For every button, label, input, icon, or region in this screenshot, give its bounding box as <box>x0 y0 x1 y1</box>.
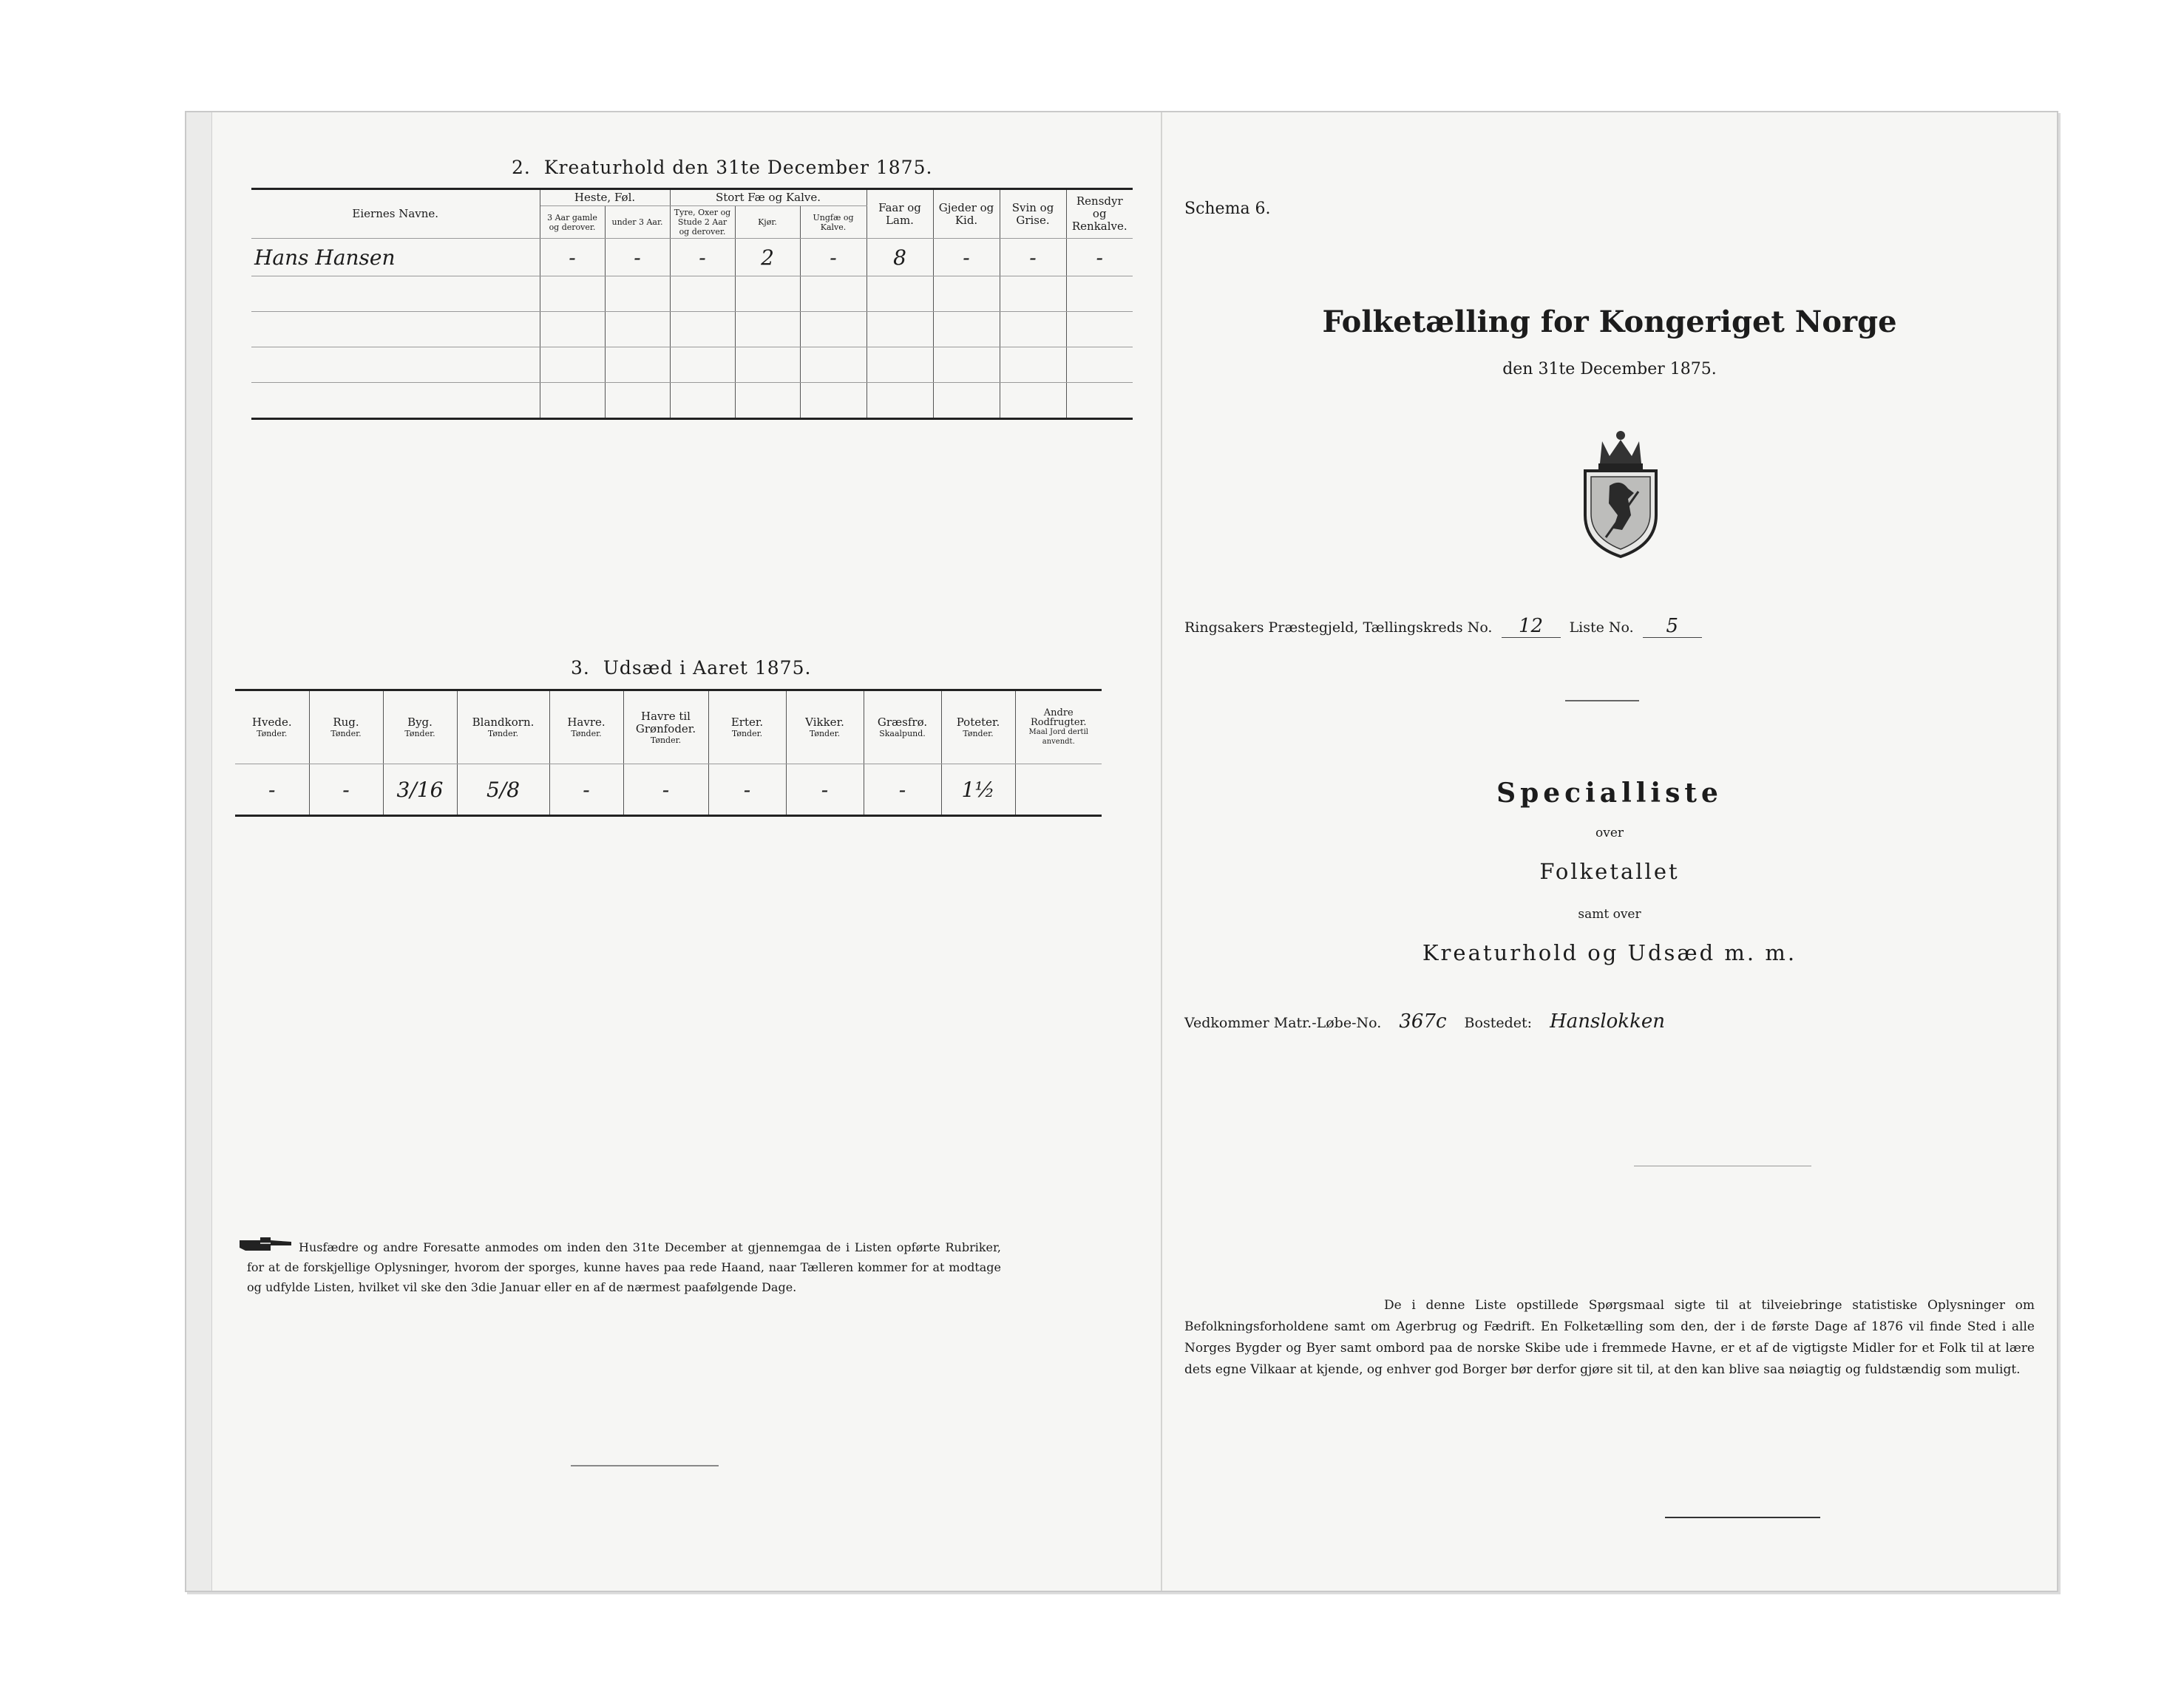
col-horses-b: under 3 Aar. <box>605 206 670 239</box>
table-cell: - <box>786 764 864 816</box>
section3-title <box>571 657 811 679</box>
crop-unit: Tønder. <box>571 729 602 738</box>
crop-unit: Tønder. <box>404 729 435 738</box>
crop-header-graesfro <box>864 690 941 764</box>
crop-unit: Tønder. <box>257 729 288 738</box>
crop-header-blandkorn <box>457 690 549 764</box>
crop-name: Vikker. <box>805 715 844 729</box>
samt-label: samt over <box>1578 907 1641 922</box>
col-cattle: Stort Fæ og Kalve. <box>670 189 867 206</box>
divider <box>1565 700 1639 701</box>
table-cell <box>1015 764 1102 816</box>
page-title: Folketælling for Kongeriget Norge <box>1322 305 1897 339</box>
crop-header-gronfoder <box>623 690 708 764</box>
instruction-notice: Husfædre og andre Foresatte anmodes om inden den 31te December at gjennemgaa de i Listen opførte Rubriker, for at de forskjellige Oplysninger, hvorom der sporges, kunne haves paa rede Haand, naar Tælleren kommer for at modtage og udfylde Listen, hvilket vil ske den 3die Januar eller en af de nærmest paafølgende Dage. <box>247 1240 1001 1294</box>
list-label: Liste No. <box>1569 619 1634 636</box>
crop-unit: Skaalpund. <box>879 729 926 738</box>
crop-name: Havre til Grønfoder. <box>635 709 696 735</box>
info-paragraph: De i denne Liste opstillede Spørgsmaal sigte til at tilveiebringe statistiske Oplysninger om Befolkningsforholdene samt om Agerbrug og Fædrift. En Folketælling som den, der i de første Dage af 1876 vil finde Sted i alle Norges Bygder og Byer samt ombord paa de norske Skibe ude i fremmede Havne, er et af de vigtigste Midler for et Folk til at lære dets egne Vilkaar at kjende, og enhver god Borger bør derfor gjøre sit til, at den kan blive saa nøiagtig og fuldstændig som muligt. <box>1184 1298 2035 1377</box>
table-row <box>251 312 1133 347</box>
table-cell: 1½ <box>941 764 1015 816</box>
col-cattle-a: Tyre, Oxer og Stude 2 Aar og derover. <box>670 206 735 239</box>
crop-header-rug <box>309 690 383 764</box>
over-label: over <box>1595 826 1624 840</box>
crop-header-hvede <box>235 690 309 764</box>
col-reindeer: Rensdyr og Renkalve. <box>1066 189 1133 239</box>
crop-name: Græsfrø. <box>877 715 928 729</box>
livestock-seeding-label: Kreaturhold og Udsæd m. m. <box>1422 940 1797 965</box>
section2-title-text: Kreaturhold den 31te December 1875. <box>543 157 933 178</box>
table-row <box>251 347 1133 383</box>
col-pigs: Svin og Grise. <box>1000 189 1066 239</box>
schema-label: Schema 6. <box>1184 200 1271 218</box>
coat-of-arms-icon <box>1576 426 1665 560</box>
table-cell: - <box>605 239 670 276</box>
district-label: Ringsakers Præstegjeld, Tællingskreds No. <box>1184 619 1493 636</box>
crop-name: Poteter. <box>956 715 1000 729</box>
table-cell: - <box>309 764 383 816</box>
left-page <box>186 112 1161 1591</box>
crop-name: Andre Rodfrugter. <box>1031 707 1087 728</box>
district-number-field[interactable]: 12 <box>1502 615 1561 638</box>
crop-name: Rug. <box>333 715 359 729</box>
crop-unit: Tønder. <box>731 729 763 738</box>
crop-unit: Tønder. <box>487 729 519 738</box>
col-cattle-c: Ungfæ og Kalve. <box>800 206 867 239</box>
col-sheep: Faar og Lam. <box>867 189 933 239</box>
property-line <box>1184 1010 1678 1033</box>
crop-unit: Maal Jord dertil anvendt. <box>1028 728 1088 746</box>
crop-unit: Tønder. <box>809 729 841 738</box>
crop-header-vikker <box>786 690 864 764</box>
section2-title <box>512 157 932 178</box>
table-row <box>235 764 1102 816</box>
crop-header-havre <box>549 690 623 764</box>
divider <box>571 1465 719 1466</box>
crop-unit: Tønder. <box>650 735 682 745</box>
crop-unit: Tønder. <box>330 729 362 738</box>
table-cell: 3/16 <box>383 764 457 816</box>
section3-title-text: Udsæd i Aaret 1875. <box>603 657 812 679</box>
col-horses: Heste, Føl. <box>540 189 670 206</box>
livestock-table <box>251 188 1133 420</box>
list-number-field[interactable]: 5 <box>1643 615 1702 638</box>
crop-header-poteter <box>941 690 1015 764</box>
right-page <box>1162 112 2057 1591</box>
table-cell: - <box>1000 239 1066 276</box>
crop-header-rodfrugter <box>1015 690 1102 764</box>
table-cell: - <box>800 239 867 276</box>
census-sheet <box>185 111 2058 1592</box>
table-cell: - <box>623 764 708 816</box>
matr-label: Vedkommer Matr.-Løbe-No. <box>1184 1015 1382 1031</box>
crop-name: Hvede. <box>251 715 292 729</box>
crop-header-byg <box>383 690 457 764</box>
census-date: den 31te December 1875. <box>1502 360 1717 378</box>
crop-name: Blandkorn. <box>472 715 535 729</box>
table-cell: - <box>549 764 623 816</box>
col-cattle-b: Kjør. <box>735 206 800 239</box>
folketallet-label: Folketallet <box>1539 859 1680 884</box>
table-cell: - <box>670 239 735 276</box>
seeding-table <box>235 689 1102 817</box>
table-cell: - <box>540 239 605 276</box>
table-cell: - <box>708 764 786 816</box>
owner-name: Hans Hansen <box>251 239 540 276</box>
section2-number: 2. <box>512 157 531 178</box>
table-row <box>251 383 1133 419</box>
col-horses-a: 3 Aar gamle og derover. <box>540 206 605 239</box>
bosted-field[interactable]: Hanslokken <box>1550 1010 1665 1033</box>
divider <box>1665 1517 1820 1518</box>
bosted-label: Bostedet: <box>1464 1015 1533 1031</box>
special-list-title: Specialliste <box>1496 778 1723 809</box>
table-cell: - <box>1066 239 1133 276</box>
table-cell: 2 <box>735 239 800 276</box>
crop-header-erter <box>708 690 786 764</box>
crop-unit: Tønder. <box>963 729 994 738</box>
table-cell: 8 <box>867 239 933 276</box>
crop-name: Byg. <box>407 715 433 729</box>
table-cell: - <box>933 239 1000 276</box>
district-line <box>1184 615 1706 638</box>
matr-number-field[interactable]: 367c <box>1399 1010 1447 1033</box>
crop-name: Erter. <box>730 715 764 729</box>
table-cell: - <box>864 764 941 816</box>
table-cell: - <box>235 764 309 816</box>
table-cell: 5/8 <box>457 764 549 816</box>
col-owner: Eiernes Navne. <box>251 189 540 239</box>
table-row <box>251 239 1133 276</box>
crop-name: Havre. <box>567 715 606 729</box>
table-row <box>251 276 1133 312</box>
col-goats: Gjeder og Kid. <box>933 189 1000 239</box>
section3-number: 3. <box>571 657 590 679</box>
